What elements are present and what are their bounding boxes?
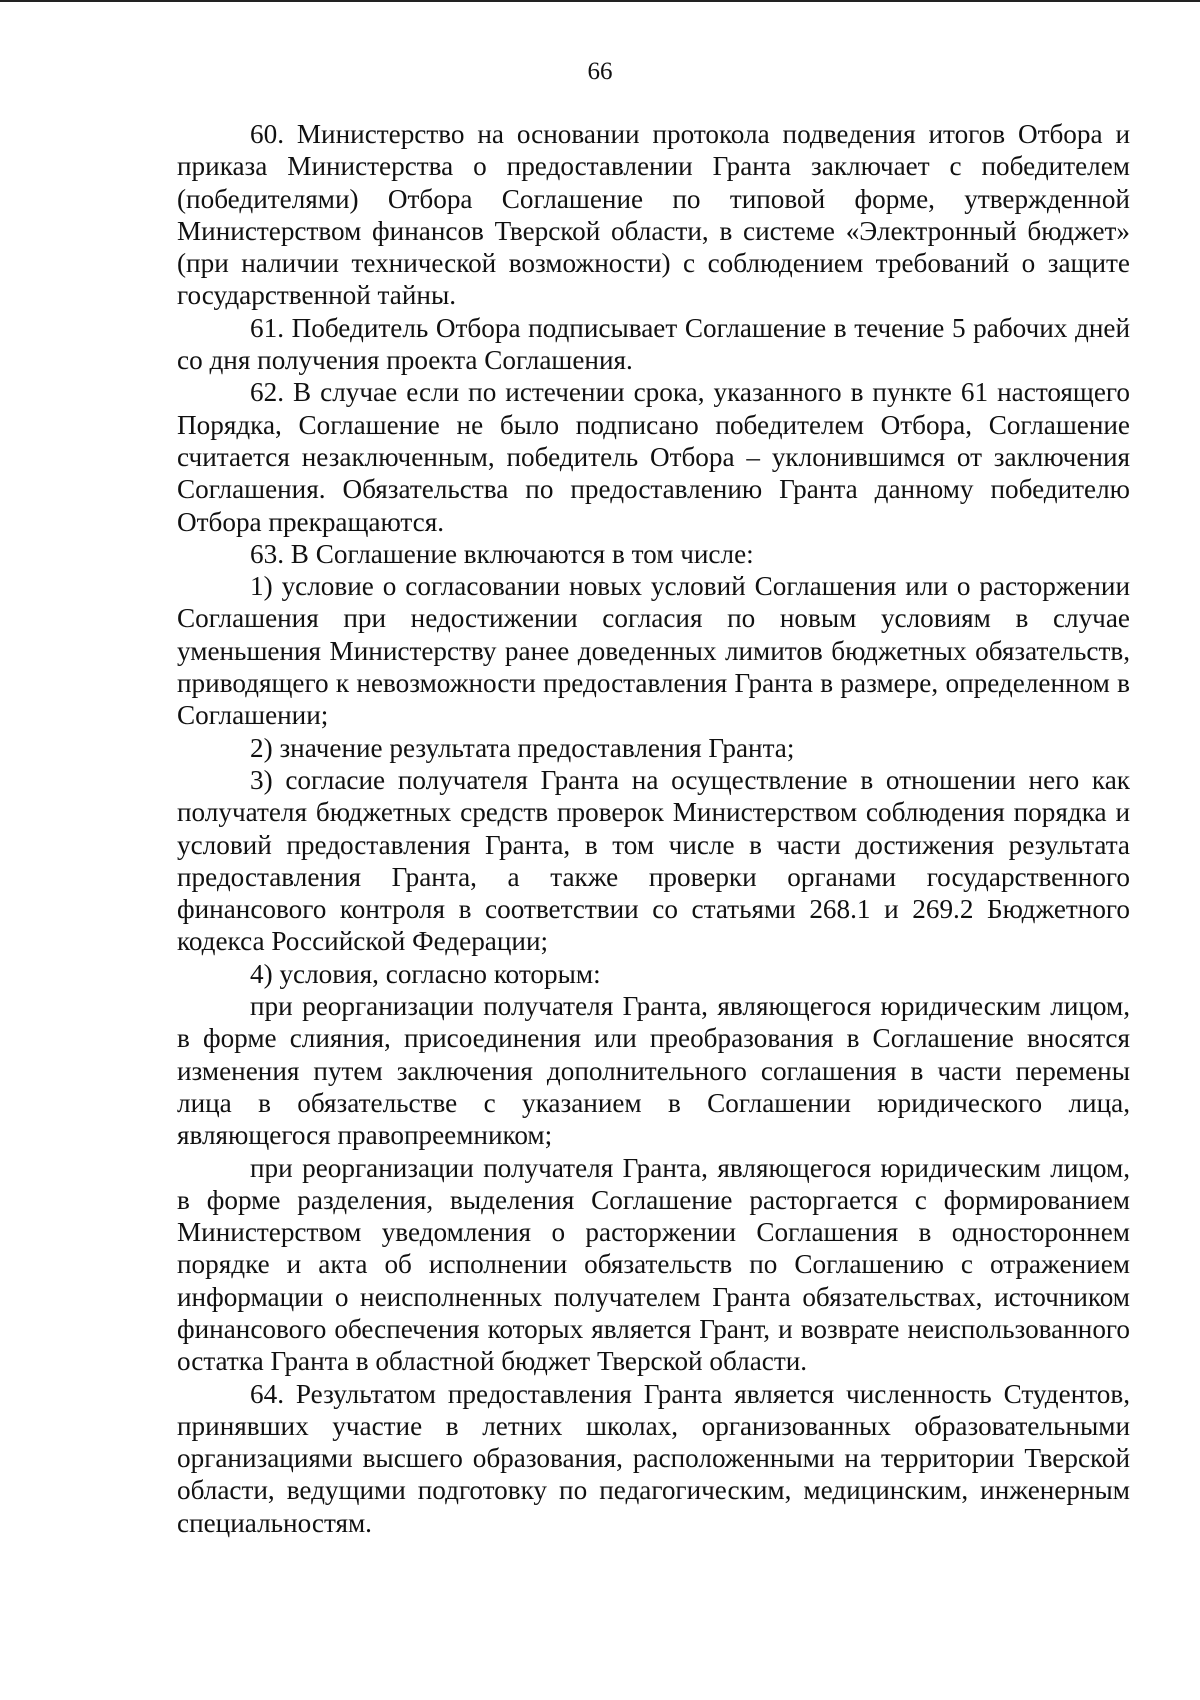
paragraph-63-item-2: 2) значение результата предоставления Гранта; [250,732,795,763]
paragraph-63-item-1: 1) условие о согласовании новых условий Соглашения или о расторжении Соглашения при недостижении согласия по новым условиям в случае уменьшения Министерству ранее доведенных лимитов бюджетных обязательств, приводящего к невозможности предоставления Гранта в размере, определенном в Соглашении; [177,571,1130,731]
paragraph-63-item-3: 3) согласие получателя Гранта на осуществление в отношении него как получателя бюджетных средств проверок Министерством соблюдения порядка и условий предоставления Гранта, в том числе в части достижения результата предоставления Гранта, а также проверки органами государственного финансового контроля в соответствии со статьями 268.1 и 269.2 Бюджетного кодекса Российской Федерации; [177,764,1130,957]
top-border-line [0,0,1200,2]
paragraph-60: 60. Министерство на основании протокола подведения итогов Отбора и приказа Министерства о предоставлении Гранта заключает с победителем (победителями) Отбора Соглашение по типовой форме, утвержденной Министерством финансов Тверской области, в системе «Электронный бюджет» (при наличии технической возможности) с соблюдением требований о защите государственной тайны. [177,119,1130,311]
page-number: 66 [587,58,613,85]
paragraph-64: 64. Результатом предоставления Гранта является численность Студентов, принявших участие в летних школах, организованных образовательными организациями высшего образования, расположенными на территории Тверской области, ведущими подготовку по педагогическим, медицинским, инженерным специальностям. [177,1378,1130,1538]
paragraph-63-item-4: 4) условия, согласно которым: [250,958,601,989]
document-body [177,118,1130,1539]
paragraph-reorganization-division: при реорганизации получателя Гранта, являющегося юридическим лицом, в форме разделения, выделения Соглашение расторгается с формированием Министерством уведомления о расторжении Соглашения в одностороннем порядке и акта об исполнении обязательств по Соглашению с отражением информации о неисполненных получателем Гранта обязательствах, источником финансового обеспечения которых является Грант, и возврате неиспользованного остатка Гранта в областной бюджет Тверской области. [177,1152,1130,1377]
paragraph-62: 62. В случае если по истечении срока, указанного в пункте 61 настоящего Порядка, Соглашение не было подписано победителем Отбора, Соглашение считается незаключенным, победитель Отбора – уклонившимся от заключения Соглашения. Обязательства по предоставлению Гранта данному победителю Отбора прекращаются. [177,377,1130,537]
paragraph-61: 61. Победитель Отбора подписывает Соглашение в течение 5 рабочих дней со дня получения проекта Соглашения. [177,312,1130,376]
paragraph-reorganization-merger: при реорганизации получателя Гранта, являющегося юридическим лицом, в форме слияния, присоединения или преобразования в Соглашение вносятся изменения путем заключения дополнительного соглашения в части перемены лица в обязательстве с указанием в Соглашении юридического лица, являющегося правопреемником; [177,991,1130,1151]
paragraph-63: 63. В Соглашение включаются в том числе: [250,538,754,569]
